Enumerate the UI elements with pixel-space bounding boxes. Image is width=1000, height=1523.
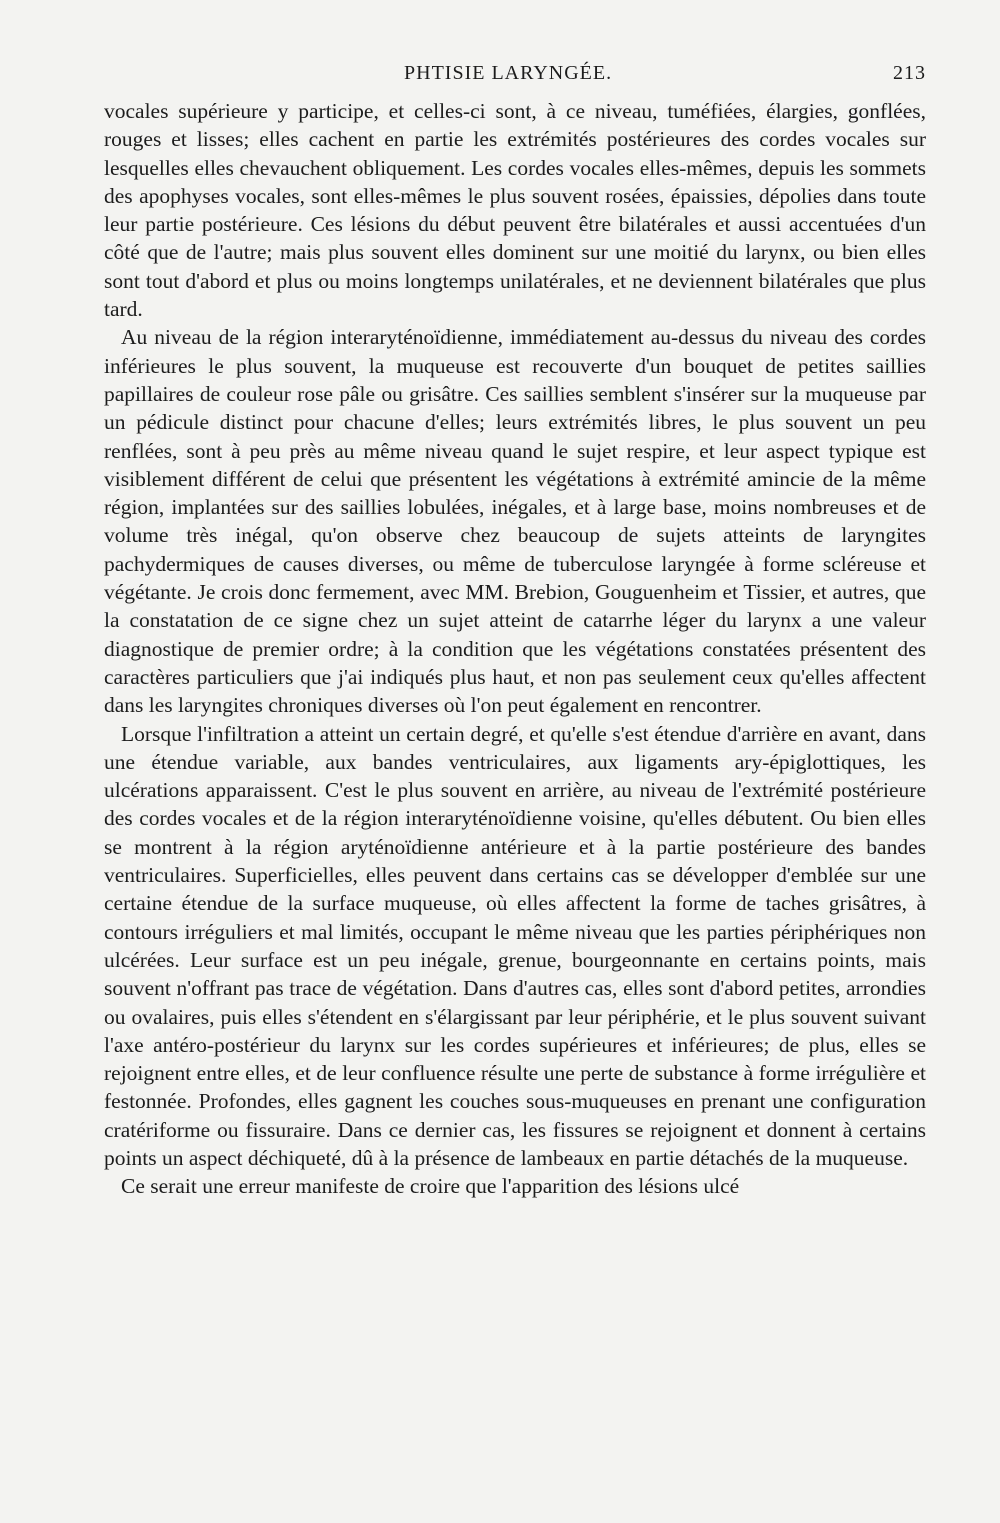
paragraph: Ce serait une erreur manifeste de croire que l'apparition des lésions ulcé <box>121 1174 740 1199</box>
paragraph: Au niveau de la région interaryténoïdienne, immédiatement au-dessus du niveau des cordes inférieures le plus souvent, la muqueuse est recouverte d'un bouquet de petites saillies papillaires de couleur rose pâle ou grisâtre. Ces saillies semblent s'insérer sur la muqueuse par un pédicule distinct pour chacune d'elles; leurs extrémités libres, le plus souvent un peu renflées, sont à peu près au même niveau quand le sujet respire, et leur aspect typique est visiblement différent de celui que présentent les végétations à extrémité amincie de la même région, implantées sur des saillies lobulées, inégales, et à large base, moins nombreuses et de volume très inégal, qu'on observe chez beaucoup de sujets atteints de laryngites pachydermiques de causes diverses, ou même de tuberculose laryngée à forme scléreuse et végétante. Je crois donc fermement, avec MM. Brebion, Gouguenheim et Tissier, et autres, que la constatation de ce signe chez un sujet atteint de catarrhe léger du larynx a une valeur diagnostique de premier ordre; à la condition que les végétations constatées présentent des caractères particuliers que j'ai indiqués plus haut, et non pas seulement ceux qu'elles affectent dans les laryngites chroniques diverses où l'on peut également en rencontrer. <box>104 325 926 718</box>
page-header <box>104 62 926 92</box>
running-title: PHTISIE LARYNGÉE. <box>404 62 613 84</box>
body-text <box>104 97 926 1201</box>
paragraph-continued: vocales supérieure y participe, et celles-ci sont, à ce niveau, tuméfiées, élargies, gonflées, rouges et lisses; elles cachent en partie les extrémités postérieures des cordes vocales sur lesquelles elles chevauchent obliquement. Les cordes vocales elles-mêmes, depuis les sommets des apophyses vocales, sont elles-mêmes le plus souvent rosées, épaissies, dépolies dans toute leur partie postérieure. Ces lésions du début peuvent être bilatérales et aussi accentuées d'un côté que de l'autre; mais plus souvent elles dominent sur une moitié du larynx, ou bien elles sont tout d'abord et plus ou moins longtemps unilatérales, et ne deviennent bilatérales que plus tard. <box>104 99 926 322</box>
page-number: 213 <box>893 62 926 84</box>
paragraph: Lorsque l'infiltration a atteint un certain degré, et qu'elle s'est étendue d'arrière en avant, dans une étendue variable, aux bandes ventriculaires, aux ligaments ary-épiglottiques, les ulcérations apparaissent. C'est le plus souvent en arrière, au niveau de l'extrémité postérieure des cordes vocales et de la région interaryténoïdienne voisine, qu'elles débutent. Ou bien elles se montrent à la région aryténoïdienne antérieure et à la partie postérieure des bandes ventriculaires. Superficielles, elles peuvent dans certains cas se développer d'emblée sur une certaine étendue de la surface muqueuse, où elles affectent la forme de taches grisâtres, à contours irréguliers et mal limités, occupant le même niveau que les parties périphériques non ulcérées. Leur surface est un peu inégale, grenue, bourgeonnante en certains points, mais souvent n'offrant pas trace de végétation. Dans d'autres cas, elles sont d'abord petites, arrondies ou ovalaires, puis elles s'étendent en s'élargissant par leur périphérie, et le plus souvent suivant l'axe antéro-postérieur du larynx sur les cordes supérieures et inférieures; de plus, elles se rejoignent entre elles, et de leur confluence résulte une perte de substance à forme irrégulière et festonnée. Profondes, elles gagnent les couches sous-muqueuses en prenant une configuration cratériforme ou fissuraire. Dans ce dernier cas, les fissures se rejoignent et donnent à certains points un aspect déchiqueté, dû à la présence de lambeaux en partie détachés de la muqueuse. <box>104 721 926 1170</box>
